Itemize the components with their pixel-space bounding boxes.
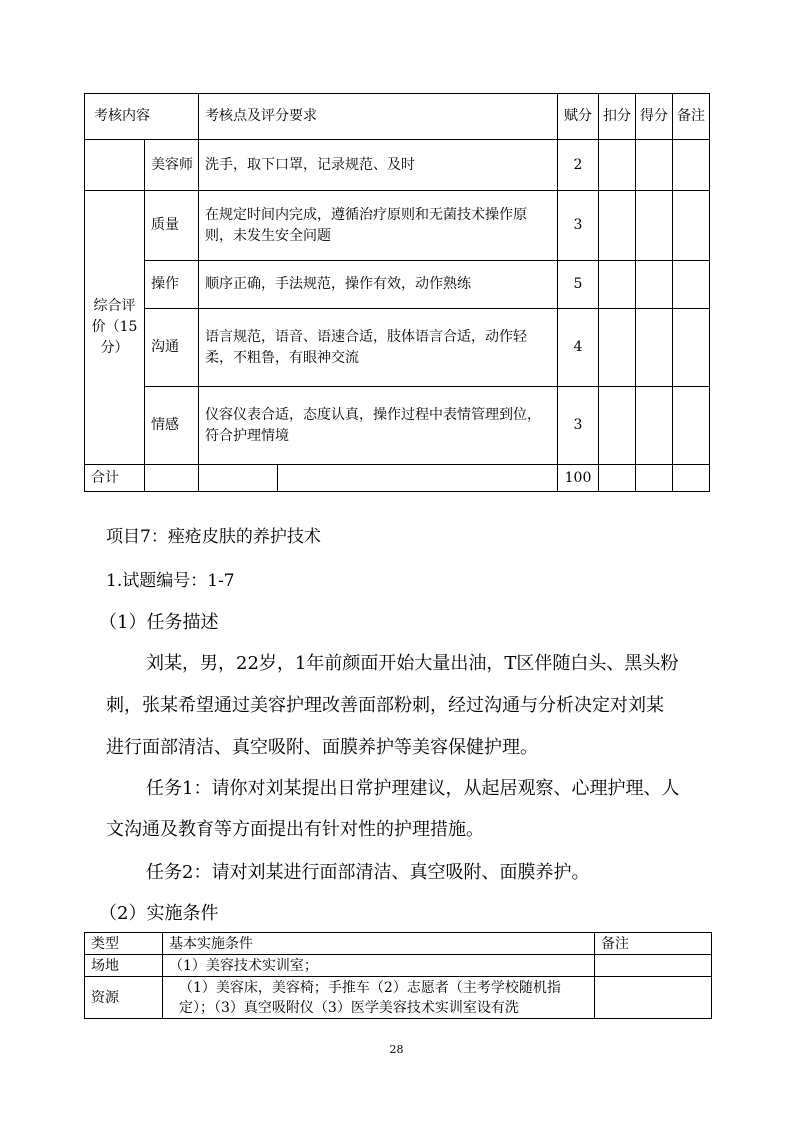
remark-cell bbox=[673, 191, 710, 261]
score-header-row bbox=[85, 94, 710, 140]
table-row bbox=[85, 955, 712, 977]
role-cell: 美容师 bbox=[145, 140, 199, 191]
table-row bbox=[85, 261, 710, 309]
points-cell: 3 bbox=[558, 191, 599, 261]
requirement-cell: 在规定时间内完成，遵循治疗原则和无菌技术操作原则，未发生安全问题 bbox=[199, 191, 558, 261]
item-cell: 沟通 bbox=[145, 309, 199, 387]
empty-cell bbox=[145, 465, 199, 492]
conditions-table bbox=[84, 932, 712, 1019]
score-cell bbox=[636, 309, 673, 387]
header-points: 赋分 bbox=[558, 94, 599, 140]
remark-cell bbox=[595, 955, 712, 977]
score-cell bbox=[636, 140, 673, 191]
table-row bbox=[85, 140, 710, 191]
header-content: 考核内容 bbox=[85, 94, 199, 140]
deduct-cell bbox=[599, 191, 636, 261]
points-cell: 2 bbox=[558, 140, 599, 191]
task-heading: （1）任务描述 bbox=[99, 612, 219, 633]
exam-code: 1.试题编号：1-7 bbox=[106, 571, 235, 591]
header-type: 类型 bbox=[85, 933, 163, 955]
type-cell: 场地 bbox=[85, 955, 163, 977]
header-remark: 备注 bbox=[673, 94, 710, 140]
item-cell: 操作 bbox=[145, 261, 199, 309]
empty-cell bbox=[278, 465, 558, 492]
table-row bbox=[85, 191, 710, 261]
deduct-cell bbox=[599, 309, 636, 387]
item-cell: 情感 bbox=[145, 387, 199, 465]
remark-cell bbox=[673, 261, 710, 309]
requirement-cell: 仪容仪表合适，态度认真，操作过程中表情管理到位，符合护理情境 bbox=[199, 387, 558, 465]
total-row bbox=[85, 465, 710, 492]
table-row bbox=[85, 309, 710, 387]
points-cell: 5 bbox=[558, 261, 599, 309]
project-title: 项目7：痤疮皮肤的养护技术 bbox=[106, 527, 321, 547]
empty-cell bbox=[199, 465, 278, 492]
deduct-cell bbox=[599, 140, 636, 191]
description-line: 刺，张某希望通过美容护理改善面部粉刺，经过沟通与分析决定对刘某 bbox=[106, 695, 664, 716]
remark-cell bbox=[673, 387, 710, 465]
remark-cell bbox=[673, 140, 710, 191]
remark-cell bbox=[595, 977, 712, 1019]
deduct-cell bbox=[599, 387, 636, 465]
page-number: 28 bbox=[389, 1043, 404, 1056]
table-row bbox=[85, 387, 710, 465]
empty-cell bbox=[85, 140, 145, 191]
score-cell bbox=[636, 261, 673, 309]
total-points: 100 bbox=[558, 465, 599, 492]
requirement-cell: 顺序正确，手法规范，操作有效，动作熟练 bbox=[199, 261, 558, 309]
header-score: 得分 bbox=[636, 94, 673, 140]
requirement-cell: 洗手，取下口罩，记录规范、及时 bbox=[199, 140, 558, 191]
description-line: 刘某，男，22岁，1年前颜面开始大量出油，T区伴随白头、黑头粉 bbox=[146, 653, 679, 674]
score-cell bbox=[636, 465, 673, 492]
header-requirements: 考核点及评分要求 bbox=[199, 94, 558, 140]
score-cell bbox=[636, 191, 673, 261]
points-cell: 3 bbox=[558, 387, 599, 465]
points-cell: 4 bbox=[558, 309, 599, 387]
task1-line: 文沟通及教育等方面提出有针对性的护理措施。 bbox=[106, 819, 484, 840]
task2-line: 任务2：请对刘某进行面部清洁、真空吸附、面膜养护。 bbox=[146, 862, 590, 883]
deduct-cell bbox=[599, 465, 636, 492]
header-remark: 备注 bbox=[595, 933, 712, 955]
remark-cell bbox=[673, 309, 710, 387]
score-table bbox=[84, 93, 710, 492]
table-row bbox=[85, 977, 712, 1019]
score-cell bbox=[636, 387, 673, 465]
deduct-cell bbox=[599, 261, 636, 309]
overall-label: 综合评价（15分） bbox=[85, 191, 145, 465]
item-cell: 质量 bbox=[145, 191, 199, 261]
total-label: 合计 bbox=[85, 465, 145, 492]
type-cell: 资源 bbox=[85, 977, 163, 1019]
remark-cell bbox=[673, 465, 710, 492]
conditions-header-row bbox=[85, 933, 712, 955]
requirement-cell: 语言规范，语音、语速合适，肢体语言合适，动作轻柔，不粗鲁，有眼神交流 bbox=[199, 309, 558, 387]
header-condition: 基本实施条件 bbox=[163, 933, 595, 955]
conditions-heading: （2）实施条件 bbox=[99, 903, 219, 924]
description-line: 进行面部清洁、真空吸附、面膜养护等美容保健护理。 bbox=[106, 737, 538, 758]
header-deduct: 扣分 bbox=[599, 94, 636, 140]
condition-cell: （1）美容技术实训室； bbox=[163, 955, 595, 977]
condition-cell: （1）美容床，美容椅；手推车（2）志愿者（主考学校随机指定）；（3）真空吸附仪（3）医学美容技术实训室设有洗 bbox=[163, 977, 595, 1019]
task1-line: 任务1：请你对刘某提出日常护理建议，从起居观察、心理护理、人 bbox=[146, 778, 680, 799]
